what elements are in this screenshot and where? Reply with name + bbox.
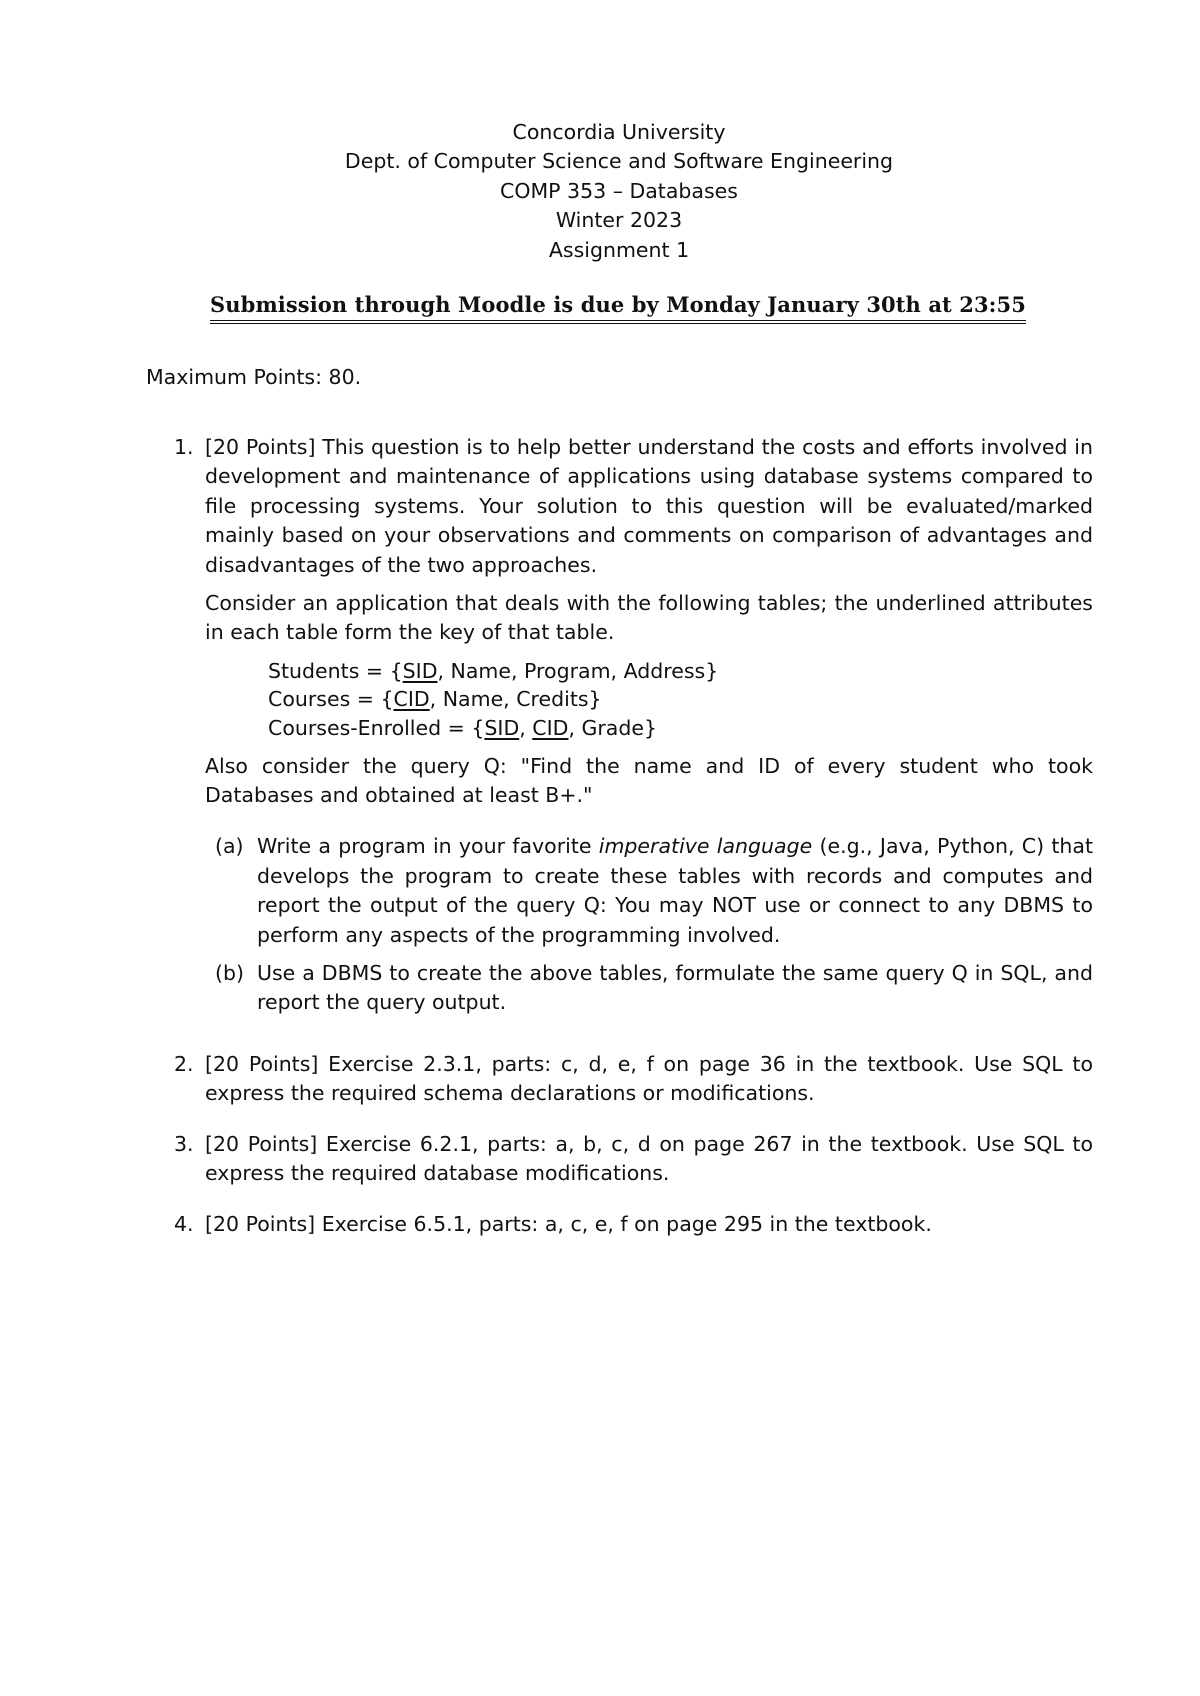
- part-label: (a): [215, 834, 244, 859]
- question-2-text: [20 Points] Exercise 2.3.1, parts: c, d, e, f on page 36 in the textbook. Use SQL to express the required schema declarations or modifications.: [205, 1052, 1093, 1106]
- question-4-text: [20 Points] Exercise 6.5.1, parts: a, c, e, f on page 295 in the textbook.: [205, 1212, 932, 1236]
- question-3: [174, 1130, 1093, 1189]
- schema-courses: Courses = {CID, Name, Credits}: [268, 687, 602, 712]
- question-1-consider: Consider an application that deals with the following tables; the underlined attributes in each table form the key of that table.: [205, 591, 1093, 645]
- due-notice-text: Submission through Moodle is due by Monday January 30th at 23:55: [210, 292, 1026, 324]
- key-attribute: SID: [402, 658, 438, 683]
- question-1-part-b: (b) Use a DBMS to create the above tables, formulate the same query Q in SQL, and report the query output.: [215, 961, 1093, 1015]
- document-header: [0, 118, 1200, 265]
- term: Winter 2023: [555, 208, 683, 233]
- schema-courses-enrolled: Courses-Enrolled = {SID, CID, Grade}: [268, 716, 658, 741]
- university-name: Concordia University: [512, 120, 726, 144]
- part-label: (b): [215, 961, 245, 986]
- table-schemas: [268, 657, 1093, 743]
- question-1-query: Also consider the query Q: "Find the name and ID of every student who took Databases and obtained at least B+.": [205, 753, 1093, 808]
- key-attribute: SID: [484, 716, 520, 741]
- question-2: [174, 1050, 1093, 1109]
- question-3-text: [20 Points] Exercise 6.2.1, parts: a, b, c, d on page 267 in the textbook. Use SQL to express the required database modifications.: [205, 1132, 1093, 1186]
- key-attribute: CID: [393, 687, 430, 712]
- question-1: [174, 433, 1094, 1018]
- question-1-intro: [20 Points] This question is to help better understand the costs and efforts involved in development and maintenance of applications using database systems compared to file processing systems. Your solution to this question will be evaluated/marked mainly based on your observations and comments on comparison of advantages and disadvantages of the two approaches.: [205, 435, 1093, 577]
- assignment-title: Assignment 1: [548, 237, 690, 262]
- due-notice: [0, 292, 1200, 324]
- question-number: 3.: [174, 1132, 194, 1156]
- schema-students: Students = {SID, Name, Program, Address}: [268, 658, 719, 683]
- question-4: [174, 1210, 1093, 1239]
- emphasis-text: imperative language: [598, 834, 813, 859]
- question-number: 4.: [174, 1212, 194, 1236]
- max-points: Maximum Points: 80.: [146, 365, 362, 389]
- question-number: 1.: [174, 435, 194, 459]
- key-attribute: CID: [532, 716, 569, 741]
- question-number: 2.: [174, 1052, 194, 1076]
- question-1-part-a: (a) Write a program in your favorite imperative language (e.g., Java, Python, C) that develops the program to create these tables with records and computes and report the output of the query Q: You may NOT use or connect to any DBMS to perform any aspects of the programming involved.: [215, 834, 1094, 947]
- department-name: Dept. of Computer Science and Software Engineering: [344, 149, 894, 174]
- course-title: COMP 353 – Databases: [500, 178, 738, 203]
